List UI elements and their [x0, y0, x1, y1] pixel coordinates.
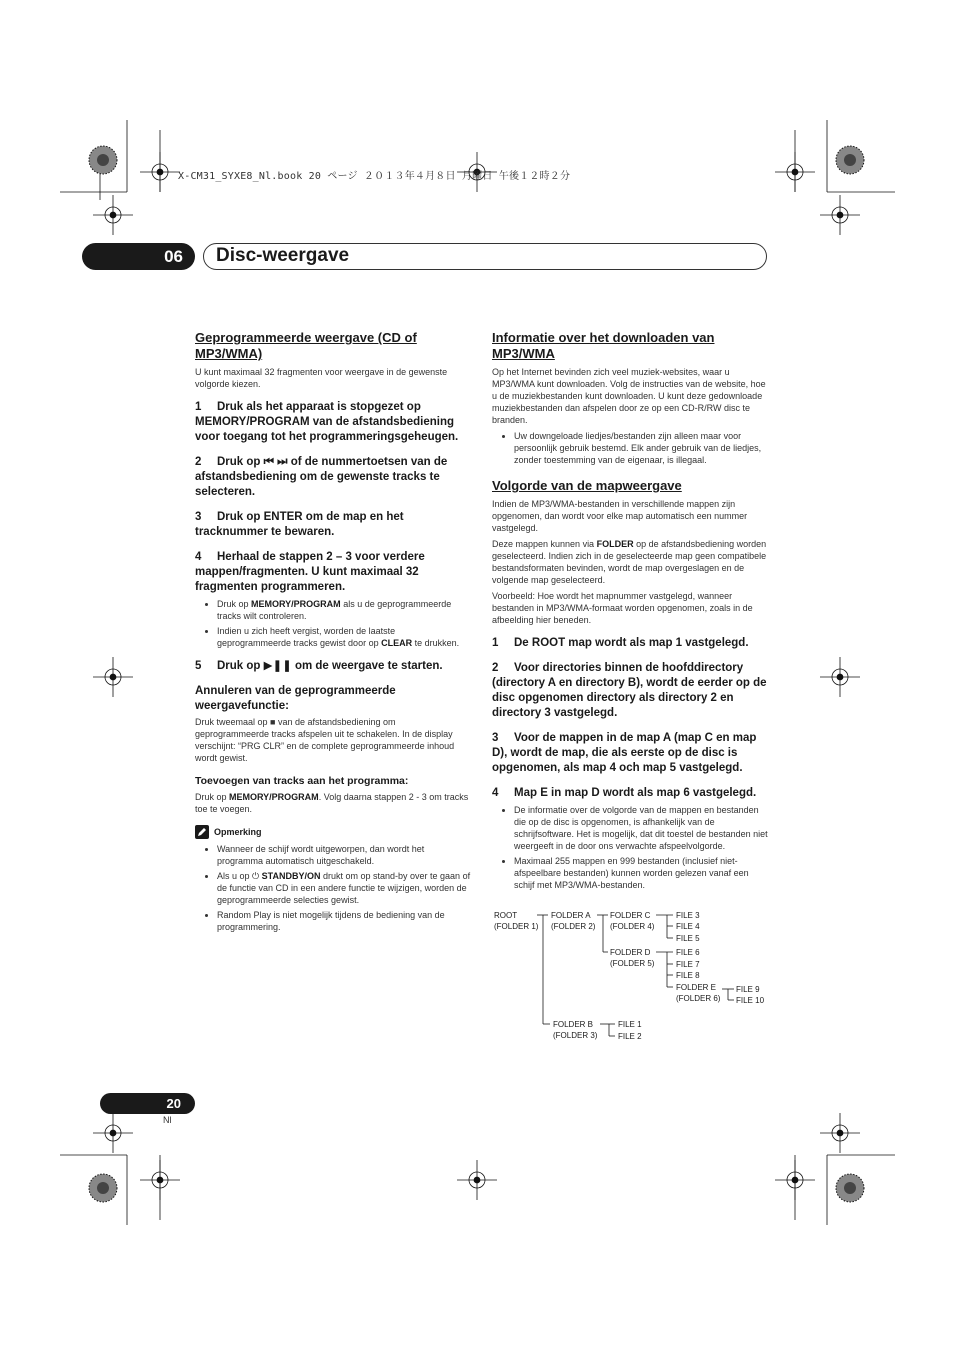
folder-name: FOLDER E: [676, 983, 717, 992]
tree-node-root: [494, 910, 538, 932]
step-text: Voor directories binnen de hoofddirectory (directory A en directory B), wordt de eerder op de disc opgenomen directory als directory 2 en directory 3 vastgelegd.: [492, 662, 767, 719]
step-number: 1: [195, 401, 202, 413]
step-text: Druk op ⏮ ⏭ of de nummertoetsen van de afstandsbediening om de gewenste tracks te selecteren.: [195, 456, 448, 498]
note-title: Opmerking: [214, 827, 262, 837]
bullet-text: als u de geprogrammeerde tracks wilt controleren.: [217, 599, 452, 621]
list-item: • De informatie over de volgorde van de mappen en bestanden die op de disc is opgenomen, is afhankelijk van de schrijfsoftware. Het is mogelijk, dat dit toestel de bestanden niet weergeeft in de door ons verwachte afspeelvolgorde.: [514, 804, 768, 852]
step-number: 3: [492, 732, 499, 744]
section-heading-download: Informatie over het downloaden van MP3/WMA: [492, 330, 715, 361]
folder-number: (FOLDER 6): [676, 994, 721, 1003]
step-text: Druk als het apparaat is stopgezet op MEMORY/PROGRAM van de afstandsbediening voor toegang tot het programmeringsgeheugen.: [195, 401, 459, 443]
tree-file: FILE 2: [618, 1032, 642, 1041]
folder-number: (FOLDER 1): [494, 922, 539, 931]
folder-number: (FOLDER 5): [610, 959, 655, 968]
folder-order-paragraph: Indien de MP3/WMA-bestanden in verschillende mappen zijn opgenomen, dan wordt voor elke map automatisch een nummer vastgelegd.: [492, 499, 748, 533]
step-text: De ROOT map wordt als map 1 vastgelegd.: [514, 637, 749, 649]
bullet-text: Random Play is niet mogelijk tijdens de bediening van de programmering.: [217, 910, 445, 932]
tree-node-folder-a: [551, 910, 595, 932]
step-text: Herhaal de stappen 2 – 3 voor verdere mappen/fragmenten. U kunt maximaal 32 fragmenten programmeren.: [195, 551, 425, 593]
example-paragraph: Voorbeeld: Hoe wordt het mapnummer vastgelegd, wanneer bestanden in MP3/WMA-formaat worden opgenomen, zoals in de afbeelding hier beneden.: [492, 591, 753, 625]
list-item: • Uw downgeloade liedjes/bestanden zijn alleen maar voor persoonlijk gebruik bestemd. Elk ander gebruik van de liedjes, zonder toestemming van de eigenaar, is illegaal.: [514, 430, 768, 466]
chapter-title: Disc-weergave: [216, 245, 350, 266]
step-number: 4: [195, 551, 202, 563]
step-text: Voor de mappen in de map A (map C en map D), wordt de map, die als eerste op de disc is opgenomen, als map 4 och map 5 vastgelegd.: [492, 732, 757, 774]
tree-file: FILE 1: [618, 1020, 642, 1029]
button-name: MEMORY/PROGRAM: [229, 792, 319, 802]
folder-name: ROOT: [494, 911, 518, 920]
page-number: 20: [100, 1093, 195, 1114]
step-text: Druk op ENTER om de map en het tracknummer te bewaren.: [195, 511, 404, 538]
add-tracks-heading: Toevoegen van tracks aan het programma:: [195, 775, 409, 787]
tree-file: FILE 7: [676, 960, 700, 969]
step-number: 2: [492, 662, 499, 674]
folder-number: (FOLDER 4): [610, 922, 655, 931]
print-header: X-CM31_SYXE8_Nl.book 20 ページ ２０１３年４月８日 月曜日 午後１２時２分: [178, 171, 571, 182]
button-name: MEMORY/PROGRAM: [251, 599, 341, 609]
folder-name: FOLDER D: [610, 948, 651, 957]
step-text: Map E in map D wordt als map 6 vastgelegd.: [514, 787, 757, 799]
bullet-text: drukt om op stand-by over te gaan of de functie van CD in een andere functie te wijzigen, worden de geprogrammeerde selecties gewist.: [217, 871, 471, 905]
bullet-text: Als u op ⏻: [217, 871, 262, 881]
chapter-number-badge: 06: [82, 243, 195, 270]
button-name: CLEAR: [381, 638, 413, 648]
step-number: 3: [195, 511, 202, 523]
folder-name: FOLDER A: [551, 911, 591, 920]
tree-node-folder-d: [610, 947, 654, 969]
step-number: 5: [195, 660, 202, 672]
step-number: 1: [492, 637, 499, 649]
step-text: Druk op ▶❚❚ om de weergave te starten.: [217, 660, 443, 672]
step-number: 2: [195, 456, 202, 468]
folder-number: (FOLDER 2): [551, 922, 596, 931]
section-heading-programmed-playback: Geprogrammeerde weergave (CD of MP3/WMA): [195, 330, 417, 361]
paragraph-text: Druk op: [195, 792, 230, 802]
step-number: 4: [492, 787, 499, 799]
bullet-text: te drukken.: [412, 638, 460, 648]
tree-file: FILE 9: [736, 985, 760, 994]
paragraph-text: Deze mappen kunnen via: [492, 539, 597, 549]
paragraph-text: . Volg daarna stappen 2 - 3 om tracks toe te voegen.: [195, 792, 469, 814]
paragraph-text: op de afstandsbediening worden geselecteerd. Indien zich in de geselecteerde map geen compatibele bestandsformaten bevinden, wordt de map overgeslagen en de volgende map geselecteerd.: [492, 539, 767, 585]
intro-paragraph: U kunt maximaal 32 fragmenten voor weergave in de gewenste volgorde kiezen.: [195, 367, 448, 389]
tree-node-folder-b: [553, 1019, 597, 1041]
bullet-text: Druk op: [217, 599, 252, 609]
download-paragraph: Op het Internet bevinden zich veel muziek-websites, waar u MP3/WMA kunt downloaden. Volg de instructies van de website, hoe u de muziekbestanden kunt downloaden. U kunt deze gedownloade muziekbestanden dan afspelen door ze op een CD-R/RW disc te branden.: [492, 367, 766, 425]
section-heading-folder-order: Volgorde van de mapweergave: [492, 478, 682, 493]
page-language: Nl: [163, 1115, 172, 1125]
button-name: STANDBY/ON: [261, 871, 321, 881]
cancel-heading: Annuleren van de geprogrammeerde weergavefunctie:: [195, 685, 396, 712]
tree-node-folder-e: [676, 982, 720, 1004]
folder-number: (FOLDER 3): [553, 1031, 598, 1040]
tree-file: FILE 3: [676, 911, 700, 920]
list-item: • Maximaal 255 mappen en 999 bestanden (inclusief niet-afspeelbare bestanden) kunnen worden gelezen vanaf een schijf met MP3/WMA-bestanden.: [514, 855, 768, 891]
folder-name: FOLDER B: [553, 1020, 594, 1029]
bullet-text: Indien u zich heeft vergist, worden de laatste geprogrammeerde tracks gewist door op: [217, 626, 396, 648]
tree-file: FILE 8: [676, 971, 700, 980]
tree-file: FILE 6: [676, 948, 700, 957]
tree-file: FILE 4: [676, 922, 700, 931]
tree-node-folder-c: [610, 910, 654, 932]
bullet-text: Wanneer de schijf wordt uitgeworpen, dan wordt het programma automatisch uitgeschakeld.: [217, 844, 425, 866]
tree-file: FILE 10: [736, 996, 765, 1005]
folder-name: FOLDER C: [610, 911, 651, 920]
button-name: FOLDER: [596, 539, 634, 549]
tree-file: FILE 5: [676, 934, 700, 943]
cancel-paragraph: Druk tweemaal op ■ van de afstandsbediening om geprogrammeerde tracks afspelen uit te schakelen. In de display verschijnt: “PRG CLR” en de complete geprogrammeerde inhoud wordt gewist.: [195, 717, 455, 763]
